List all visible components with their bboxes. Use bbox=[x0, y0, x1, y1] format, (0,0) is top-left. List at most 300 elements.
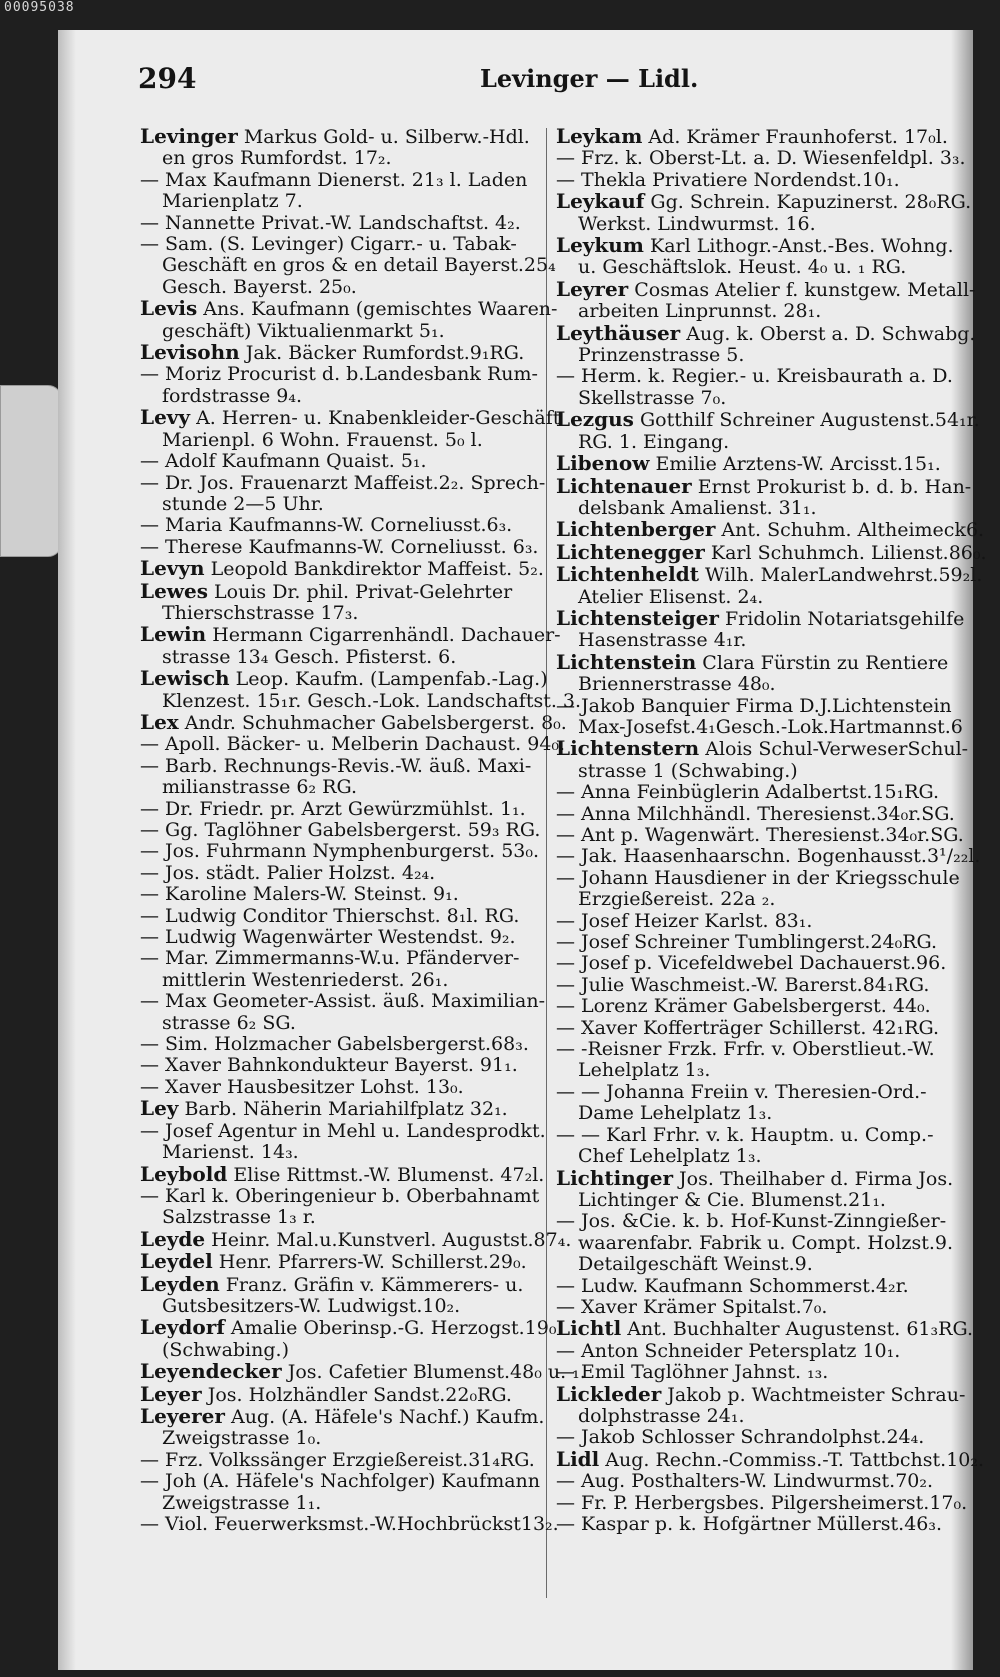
entry-text: strasse 6₂ SG. bbox=[162, 1011, 296, 1034]
directory-entry bbox=[556, 866, 960, 889]
directory-entry bbox=[140, 819, 541, 841]
entry-text: — Sim. Holzmacher Gabelsbergerst.68₃. bbox=[140, 1033, 529, 1056]
entry-text: Lichtinger & Cie. Blumenst.21₁. bbox=[578, 1188, 886, 1211]
entry-text: — Kaspar p. k. Hofgärtner Müllerst.46₃. bbox=[556, 1513, 943, 1535]
directory-entry bbox=[140, 1013, 535, 1034]
entry-text: — Apoll. Bäcker- u. Melberin Dachaust. 94₀. bbox=[140, 733, 566, 756]
entry-text: u. Geschäftslok. Heust. 4₀ u. ₁ RG. bbox=[578, 256, 907, 279]
entry-text: — — Karl Frhr. v. k. Hauptm. u. Comp.- bbox=[556, 1123, 934, 1146]
directory-entry bbox=[140, 1381, 535, 1406]
directory-entry bbox=[140, 277, 535, 298]
entry-text: Barb. Näherin Mariahilfplatz 32₁. bbox=[178, 1098, 508, 1121]
directory-entry bbox=[140, 1428, 535, 1449]
right-column bbox=[556, 124, 987, 1535]
directory-entry bbox=[140, 689, 582, 712]
entry-text: — Emil Taglöhner Jahnst. ₁₃. bbox=[556, 1361, 829, 1384]
entry-text: Karl Lithogr.-Anst.-Bes. Wohng. bbox=[643, 235, 954, 258]
entry-surname: Lichtenstein bbox=[556, 649, 697, 674]
directory-entry bbox=[556, 824, 964, 846]
directory-entry bbox=[556, 1427, 951, 1448]
directory-entry bbox=[556, 432, 951, 453]
directory-entry bbox=[140, 622, 561, 647]
entry-text: mittlerin Westenriederst. 26₁. bbox=[162, 968, 449, 991]
entry-text: RG. 1. Eingang. bbox=[578, 430, 730, 453]
entry-surname: Lezgus bbox=[556, 407, 634, 432]
entry-surname: Leydel bbox=[140, 1249, 213, 1274]
entry-surname: Leykum bbox=[556, 233, 644, 258]
entry-text: Amalie Oberinsp.-G. Herzogst.19₀ bbox=[224, 1317, 557, 1340]
directory-entry bbox=[140, 213, 535, 234]
entry-surname: Lichtl bbox=[556, 1316, 622, 1341]
entry-text: Leopold Bankdirektor Maffeist. 5₂. bbox=[204, 558, 544, 581]
entry-text: — Ludwig Wagenwärter Westendst. 9₂. bbox=[140, 926, 516, 949]
entry-text: — Nannette Privat.-W. Landschaftst. 4₂. bbox=[140, 211, 521, 234]
entry-surname: Leykam bbox=[556, 124, 643, 148]
entry-text: Ant. Schuhm. Altheimeck6. bbox=[715, 519, 985, 542]
entry-text: Marienplatz 7. bbox=[162, 190, 303, 213]
entry-surname: Lewisch bbox=[140, 666, 230, 691]
entry-text: en gros Rumfordst. 17₂. bbox=[162, 147, 392, 170]
directory-entry bbox=[556, 1341, 951, 1362]
entry-text: Franz. Gräfin v. Kämmerers- u. bbox=[219, 1273, 524, 1296]
entry-text: — Johann Hausdiener in der Kriegsschule bbox=[556, 866, 960, 889]
directory-entry bbox=[556, 498, 951, 519]
entry-text: Prinzenstrasse 5. bbox=[578, 344, 745, 367]
directory-entry bbox=[556, 147, 966, 170]
entry-text: — Fr. P. Herbergsbes. Pilgersheimerst.17₀. bbox=[556, 1491, 968, 1514]
directory-entry bbox=[140, 709, 567, 734]
entry-text: Ernst Prokurist b. d. b. Han- bbox=[691, 475, 972, 498]
entry-text: — Herm. k. Regier.- u. Kreisbaurath a. D. bbox=[556, 365, 953, 388]
directory-entry bbox=[140, 1493, 535, 1514]
directory-entry bbox=[556, 889, 951, 910]
entry-text: — Jak. Haasenhaarschn. Bogenhausst.3¹/₂₂l. bbox=[556, 845, 981, 868]
entry-text: fordstrasse 9₄. bbox=[162, 384, 303, 407]
directory-entry bbox=[140, 1119, 546, 1142]
directory-entry bbox=[140, 970, 535, 991]
directory-entry bbox=[140, 1296, 535, 1317]
directory-entry bbox=[140, 777, 535, 798]
directory-entry bbox=[556, 1103, 951, 1124]
entry-surname: Levis bbox=[140, 296, 198, 321]
entry-text: Klenzest. 15₁r. Gesch.-Lok. Landschaftst. 3. bbox=[162, 689, 582, 712]
entry-text: Hermann Cigarrenhändl. Dachauer- bbox=[206, 624, 561, 647]
entry-text: Werkst. Lindwurmst. 16. bbox=[578, 212, 816, 235]
entry-text: Geschäft en gros & en detail Bayerst.25₄ bbox=[162, 254, 556, 277]
entry-text: Briennerstrasse 48₀. bbox=[578, 673, 776, 696]
directory-entry bbox=[556, 782, 951, 803]
entry-text: — Gg. Taglöhner Gabelsbergerst. 59₃ RG. bbox=[140, 819, 541, 841]
directory-entry bbox=[140, 1161, 545, 1186]
entry-text: — Anna Feinbüglerin Adalbertst.15₁RG. bbox=[556, 781, 940, 804]
directory-entry bbox=[556, 1231, 954, 1254]
page-clip bbox=[0, 385, 62, 557]
entry-text: — Jos. &Cie. k. b. Hof-Kunst-Zinngießer- bbox=[556, 1210, 947, 1233]
entry-text: waarenfabr. Fabrik u. Compt. Holzst.9. bbox=[578, 1231, 954, 1254]
entry-text: — Ant p. Wagenwärt. Theresienst.34₀r.SG. bbox=[556, 824, 964, 846]
directory-entry bbox=[556, 953, 951, 974]
entry-surname: Lichtenstern bbox=[556, 736, 700, 761]
entry-surname: Levyn bbox=[140, 556, 205, 581]
directory-entry bbox=[140, 494, 535, 515]
directory-entry bbox=[140, 799, 535, 820]
entry-text: Marienpl. 6 Wohn. Frauenst. 5₀ l. bbox=[162, 428, 483, 451]
directory-entry bbox=[556, 802, 955, 825]
directory-entry bbox=[140, 1403, 545, 1428]
directory-entry bbox=[556, 366, 951, 387]
entry-text: Ad. Krämer Fraunhoferst. 17₀l. bbox=[642, 126, 948, 148]
directory-entry bbox=[556, 996, 951, 1017]
entry-text: Hasenstrasse 4₁r. bbox=[578, 629, 747, 652]
directory-entry bbox=[140, 1450, 535, 1471]
entry-surname: Libenow bbox=[556, 451, 650, 476]
entry-surname: Leyendecker bbox=[140, 1359, 282, 1384]
directory-entry bbox=[556, 539, 987, 564]
entry-text: — Xaver Kofferträger Schillerst. 42₁RG. bbox=[556, 1016, 940, 1039]
entry-text: — Adolf Kaufmann Quaist. 5₁. bbox=[140, 450, 427, 473]
directory-entry bbox=[140, 1359, 586, 1384]
entry-text: — Thekla Privatiere Nordendst.10₁. bbox=[556, 168, 900, 191]
directory-entry bbox=[556, 932, 951, 953]
entry-text: — Frz. Volkssänger Erzgießereist.31₄RG. bbox=[140, 1448, 535, 1471]
directory-entry bbox=[140, 556, 544, 581]
entry-text: Gotthilf Schreiner Augustenst.54₁r. bbox=[633, 409, 980, 432]
entry-text: Max-Josefst.4₁Gesch.-Lok.Hartmannst.6 bbox=[578, 715, 963, 738]
entry-text: — Karl k. Oberingenieur b. Oberbahnamt bbox=[140, 1184, 540, 1207]
entry-text: Jakob p. Wachtmeister Schrau- bbox=[661, 1383, 966, 1406]
entry-text: Thierschstrasse 17₃. bbox=[162, 601, 359, 624]
directory-entry bbox=[556, 233, 954, 258]
directory-entry bbox=[140, 666, 548, 691]
directory-entry bbox=[140, 126, 535, 148]
directory-entry bbox=[556, 1125, 951, 1146]
entry-text: geschäft) Viktualienmarkt 5₁. bbox=[162, 319, 445, 342]
entry-text: Detailgeschäft Weinst.9. bbox=[578, 1253, 813, 1276]
entry-text: — Frz. k. Oberst-Lt. a. D. Wiesenfeldpl. 3₃. bbox=[556, 147, 966, 170]
entry-text: — Jakob Banquier Firma D.J.Lichtenstein bbox=[556, 694, 952, 717]
directory-entry bbox=[140, 1251, 535, 1273]
directory-entry bbox=[556, 407, 980, 432]
directory-entry bbox=[556, 761, 951, 782]
directory-entry bbox=[556, 126, 951, 148]
directory-entry bbox=[556, 1362, 951, 1383]
directory-entry bbox=[140, 1184, 540, 1207]
directory-entry bbox=[140, 296, 558, 321]
directory-entry bbox=[140, 647, 535, 668]
directory-entry bbox=[140, 863, 535, 884]
entry-surname: Levy bbox=[140, 405, 191, 430]
entry-text: Karl Schuhmch. Lilienst.86₀. bbox=[704, 541, 987, 564]
directory-entry bbox=[556, 649, 951, 674]
directory-entry bbox=[140, 234, 535, 255]
entry-text: — Therese Kaufmanns-W. Corneliusst. 6₃. bbox=[140, 535, 539, 558]
entry-text: — Josef Schreiner Tumblingerst.24₀RG. bbox=[556, 931, 938, 954]
directory-entry bbox=[140, 535, 539, 558]
entry-surname: Leyden bbox=[140, 1271, 220, 1296]
entry-text: Ant. Buchhalter Augustenst. 61₃RG. bbox=[621, 1318, 973, 1341]
directory-entry bbox=[556, 696, 951, 717]
entry-surname: Leykauf bbox=[556, 189, 645, 214]
entry-text: Gg. Schrein. Kapuzinerst. 28₀RG. bbox=[644, 191, 972, 214]
directory-entry bbox=[140, 1340, 535, 1361]
entry-text: Gutsbesitzers-W. Ludwigst.10₂. bbox=[162, 1294, 461, 1317]
directory-entry bbox=[140, 1226, 572, 1251]
directory-entry bbox=[556, 1254, 951, 1275]
entry-text: stunde 2—5 Uhr. bbox=[162, 492, 324, 515]
directory-entry bbox=[556, 1491, 968, 1514]
entry-text: — Xaver Bahnkondukteur Bayerst. 91₁. bbox=[140, 1054, 518, 1077]
directory-entry bbox=[556, 715, 963, 738]
entry-text: Chef Lehelplatz 1₃. bbox=[578, 1145, 762, 1168]
directory-entry bbox=[140, 170, 535, 191]
entry-surname: Leythäuser bbox=[556, 320, 681, 345]
directory-entry bbox=[556, 301, 951, 322]
entry-surname: Levisohn bbox=[140, 340, 240, 365]
directory-entry bbox=[556, 453, 951, 475]
entry-surname: Lex bbox=[140, 709, 179, 734]
entry-text: Jos. Cafetier Blumenst.48₀ u. ₁. bbox=[281, 1361, 586, 1384]
directory-entry bbox=[140, 148, 535, 169]
entry-text: — -Reisner Frzk. Frfr. v. Oberstlieut.-W. bbox=[556, 1038, 935, 1061]
directory-entry bbox=[556, 562, 983, 587]
entry-text: — Dr. Friedr. pr. Arzt Gewürzmühlst. 1₁. bbox=[140, 797, 526, 820]
entry-surname: Lichtenheldt bbox=[556, 562, 699, 587]
directory-entry bbox=[556, 517, 985, 542]
entry-surname: Leyerer bbox=[140, 1403, 225, 1428]
entry-text: — Ludw. Kaufmann Schommerst.4₂r. bbox=[556, 1274, 909, 1297]
entry-text: Emilie Arztens-W. Arcisst.15₁. bbox=[649, 453, 941, 476]
directory-entry bbox=[556, 473, 972, 498]
entry-text: Cosmas Atelier f. kunstgew. Metall- bbox=[628, 278, 976, 301]
entry-text: — — Johanna Freiin v. Theresien-Ord.- bbox=[556, 1080, 927, 1103]
entry-text: Louis Dr. phil. Privat-Gelehrter bbox=[208, 580, 513, 603]
entry-text: — Josef Heizer Karlst. 83₁. bbox=[556, 909, 813, 932]
entry-surname: Lickleder bbox=[556, 1381, 662, 1406]
entry-text: Marienst. 14₃. bbox=[162, 1141, 299, 1164]
entry-text: Aug. Rechn.-Commiss.-T. Tattbchst.10₂. bbox=[599, 1448, 985, 1471]
entry-text: Jak. Bäcker Rumfordst.9₁RG. bbox=[239, 342, 525, 365]
entry-text: — Josef p. Vicefeldwebel Dachauerst.96. bbox=[556, 952, 947, 975]
entry-text: strasse 1 (Schwabing.) bbox=[578, 759, 798, 782]
entry-text: Fridolin Notariatsgehilfe bbox=[718, 607, 965, 630]
entry-text: Andr. Schuhmacher Gabelsbergerst. 8₀. bbox=[178, 711, 567, 734]
directory-entry bbox=[556, 1060, 951, 1081]
entry-text: Leop. Kaufm. (Lampenfab.-Lag.) bbox=[229, 668, 548, 691]
entry-text: milianstrasse 6₂ RG. bbox=[162, 776, 357, 799]
entry-surname: Leyde bbox=[140, 1226, 206, 1251]
directory-entry bbox=[556, 1039, 951, 1060]
entry-text: — Max Kaufmann Dienerst. 21₃ l. Laden bbox=[140, 168, 528, 191]
entry-text: — Karoline Malers-W. Steinst. 9₁. bbox=[140, 883, 459, 906]
directory-entry bbox=[556, 911, 951, 932]
directory-entry bbox=[556, 214, 951, 235]
entry-text: arbeiten Linprunnst. 28₁. bbox=[578, 300, 822, 323]
directory-entry bbox=[140, 1034, 535, 1055]
directory-entry bbox=[556, 388, 951, 409]
entry-text: — Jos. Fuhrmann Nymphenburgerst. 53₀. bbox=[140, 840, 540, 863]
directory-entry bbox=[556, 1018, 951, 1039]
entry-text: Zweigstrasse 1₀. bbox=[162, 1427, 322, 1450]
directory-entry bbox=[140, 1055, 535, 1076]
entry-text: Henr. Pfarrers-W. Schillerst.29₀. bbox=[212, 1251, 527, 1274]
directory-entry bbox=[556, 736, 969, 761]
entry-text: — Julie Waschmeist.-W. Barerst.84₁RG. bbox=[556, 973, 930, 996]
directory-entry bbox=[140, 515, 535, 536]
entry-text: — Ludwig Conditor Thierschst. 8₁l. RG. bbox=[140, 904, 520, 927]
entry-text: Dame Lehelplatz 1₃. bbox=[578, 1102, 773, 1125]
directory-entry bbox=[556, 276, 976, 301]
entry-text: — Viol. Feuerwerksmst.-W.Hochbrückst13₂. bbox=[140, 1513, 559, 1535]
page-header bbox=[70, 62, 950, 112]
entry-text: — Xaver Hausbesitzer Lohst. 13₀. bbox=[140, 1075, 464, 1098]
entry-text: Markus Gold- u. Silberw.-Hdl. bbox=[237, 126, 530, 148]
entry-text: — Jakob Schlosser Schrandolphst.24₄. bbox=[556, 1426, 925, 1449]
directory-entry bbox=[556, 345, 951, 366]
entry-surname: Lichtenauer bbox=[556, 473, 692, 498]
directory-entry bbox=[556, 320, 976, 345]
entry-text: Atelier Elisenst. 2₄. bbox=[578, 585, 764, 608]
entry-text: Elise Rittmst.-W. Blumenst. 47₂l. bbox=[227, 1163, 545, 1186]
directory-entry bbox=[140, 321, 535, 342]
directory-entry bbox=[556, 1381, 966, 1406]
entry-text: Zweigstrasse 1₁. bbox=[162, 1491, 322, 1514]
entry-surname: Lewes bbox=[140, 578, 208, 603]
entry-surname: Lidl bbox=[556, 1446, 600, 1471]
entry-text: — Barb. Rechnungs-Revis.-W. äuß. Maxi- bbox=[140, 754, 532, 777]
directory-entry bbox=[556, 587, 951, 608]
directory-entry bbox=[140, 191, 535, 212]
entry-surname: Levinger bbox=[140, 124, 238, 148]
directory-entry bbox=[140, 603, 535, 624]
entry-surname: Lichtinger bbox=[556, 1165, 674, 1190]
entry-text: dolphstrasse 24₁. bbox=[578, 1404, 745, 1427]
entry-surname: Lichtensteiger bbox=[556, 605, 719, 630]
entry-surname: Leydorf bbox=[140, 1315, 225, 1340]
entry-text: Alois Schul-VerweserSchul- bbox=[699, 738, 969, 761]
entry-text: Aug. (A. Häfele's Nachf.) Kaufm. bbox=[224, 1405, 545, 1428]
directory-entry bbox=[140, 451, 535, 472]
directory-entry bbox=[140, 430, 535, 451]
directory-entry bbox=[556, 257, 951, 278]
entry-surname: Lichtenegger bbox=[556, 539, 705, 564]
directory-entry bbox=[556, 845, 981, 868]
entry-text: — Anton Schneider Petersplatz 10₁. bbox=[556, 1339, 901, 1362]
entry-text: Jos. Theilhaber d. Firma Jos. bbox=[673, 1167, 954, 1190]
entry-text: Heinr. Mal.u.Kunstverl. Augustst.87₄. bbox=[205, 1228, 572, 1251]
entry-text: — Josef Agentur in Mehl u. Landesprodkt. bbox=[140, 1119, 546, 1142]
entry-text: — Anna Milchhändl. Theresienst.34₀r.SG. bbox=[556, 802, 955, 825]
entry-text: — Sam. (S. Levinger) Cigarr.- u. Tabak- bbox=[140, 233, 517, 256]
entry-text: Aug. k. Oberst a. D. Schwabg. bbox=[680, 322, 976, 345]
running-head: Levinger — Lidl. bbox=[480, 64, 699, 93]
directory-entry bbox=[140, 471, 546, 494]
entry-text: strasse 13₄ Gesch. Pfisterst. 6. bbox=[162, 645, 457, 668]
scan-id: 00095038 bbox=[4, 0, 75, 15]
entry-text: — Joh (A. Häfele's Nachfolger) Kaufmann bbox=[140, 1470, 541, 1493]
entry-text: — Jos. städt. Palier Holzst. 4₂₄. bbox=[140, 861, 436, 884]
page-number: 294 bbox=[138, 62, 197, 95]
directory-entry bbox=[556, 1471, 951, 1492]
entry-text: Salzstrasse 1₃ r. bbox=[162, 1206, 316, 1229]
directory-entry bbox=[140, 884, 535, 905]
directory-entry bbox=[556, 630, 951, 651]
directory-entry bbox=[556, 1165, 954, 1190]
directory-entry bbox=[556, 1406, 951, 1427]
directory-entry bbox=[556, 1276, 951, 1297]
entry-text: — Dr. Jos. Frauenarzt Maffeist.2₂. Sprech- bbox=[140, 471, 546, 494]
entry-text: — Lorenz Krämer Gabelsbergerst. 44₀. bbox=[556, 995, 931, 1018]
directory-entry bbox=[556, 1297, 951, 1318]
entry-text: delsbank Amalienst. 31₁. bbox=[578, 496, 817, 519]
entry-text: Gesch. Bayerst. 25₀. bbox=[162, 275, 357, 298]
directory-entry bbox=[140, 840, 540, 863]
directory-entry bbox=[140, 990, 545, 1013]
page-gutter bbox=[58, 30, 76, 1670]
entry-surname: Leyrer bbox=[556, 276, 629, 301]
directory-entry bbox=[556, 1146, 951, 1167]
directory-entry bbox=[556, 1514, 951, 1535]
directory-entry bbox=[140, 1271, 535, 1296]
entry-text: — Mar. Zimmermanns-W.u. Pfänderver- bbox=[140, 947, 520, 970]
entry-text: — Moriz Procurist d. b.Landesbank Rum- bbox=[140, 363, 538, 386]
directory-entry bbox=[556, 975, 951, 996]
directory-entry bbox=[556, 1316, 973, 1341]
entry-surname: Lewin bbox=[140, 622, 207, 647]
directory-entry bbox=[140, 1077, 535, 1098]
directory-entry bbox=[140, 1098, 535, 1120]
directory-entry bbox=[140, 756, 535, 777]
directory-entry bbox=[140, 906, 535, 927]
entry-text: Erzgießereist. 22a ₂. bbox=[578, 888, 776, 911]
directory-entry bbox=[140, 405, 561, 430]
directory-entry bbox=[556, 170, 951, 191]
directory-entry bbox=[556, 674, 951, 695]
directory-entry bbox=[140, 1207, 535, 1228]
directory-entry bbox=[556, 1211, 951, 1232]
entry-text: — Maria Kaufmanns-W. Corneliusst.6₃. bbox=[140, 514, 513, 537]
entry-text: Clara Fürstin zu Rentiere bbox=[696, 651, 949, 674]
entry-surname: Ley bbox=[140, 1096, 179, 1121]
entry-text: Lehelplatz 1₃. bbox=[578, 1059, 711, 1082]
entry-text: Skellstrasse 7₀. bbox=[578, 386, 727, 409]
entry-surname: Lichtenberger bbox=[556, 517, 716, 542]
directory-entry bbox=[140, 927, 535, 948]
directory-entry bbox=[140, 1142, 535, 1163]
directory-entry bbox=[140, 254, 556, 277]
entry-text: Wilh. MalerLandwehrst.59₂l. bbox=[698, 564, 983, 587]
entry-surname: Leybold bbox=[140, 1161, 228, 1186]
entry-text: — Max Geometer-Assist. äuß. Maximilian- bbox=[140, 990, 545, 1013]
directory-entry bbox=[140, 1513, 559, 1535]
entry-text: — Aug. Posthalters-W. Lindwurmst.70₂. bbox=[556, 1470, 934, 1493]
entry-text: (Schwabing.) bbox=[162, 1338, 289, 1361]
directory-entry bbox=[140, 948, 535, 969]
entry-text: — Xaver Krämer Spitalst.7₀. bbox=[556, 1295, 828, 1318]
directory-entry bbox=[556, 605, 965, 630]
directory-entry bbox=[140, 386, 535, 407]
directory-entry bbox=[556, 1446, 985, 1471]
directory-entry bbox=[140, 733, 566, 756]
directory-entry bbox=[556, 189, 972, 214]
directory-entry bbox=[556, 1082, 951, 1103]
directory-entry bbox=[140, 342, 535, 364]
entry-surname: Leyer bbox=[140, 1381, 202, 1406]
directory-entry bbox=[140, 578, 535, 603]
entry-text: Ans. Kaufmann (gemischtes Waaren- bbox=[197, 298, 558, 321]
directory-entry bbox=[140, 363, 538, 386]
entry-text: A. Herren- u. Knabenkleider-Geschäft bbox=[190, 407, 561, 430]
entry-text: Jos. Holzhändler Sandst.22₀RG. bbox=[201, 1383, 512, 1406]
